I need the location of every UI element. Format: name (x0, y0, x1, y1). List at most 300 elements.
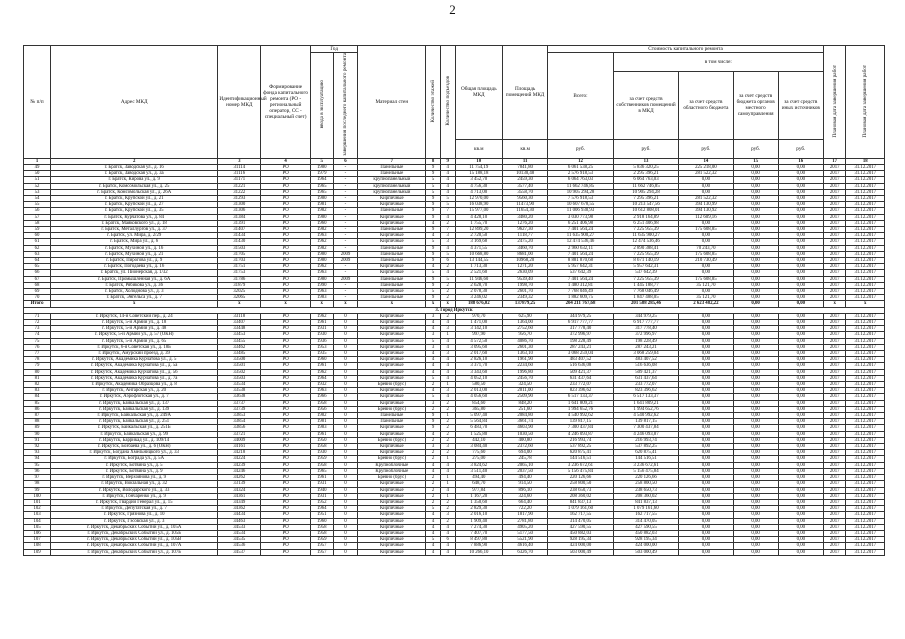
table-cell: 10 266,10 (455, 549, 502, 555)
table-cell: РО (261, 481, 311, 487)
table-cell: 4 540 992,62 (613, 413, 679, 419)
table-cell: 648,70 (455, 481, 502, 487)
table-cell: 1817,90 (503, 512, 548, 518)
table-cell: 0 (333, 351, 358, 357)
table-cell: 99 (24, 487, 51, 493)
table-cell: 1962 (310, 239, 333, 245)
table-cell: Кирпичные (358, 338, 426, 344)
table-cell: 31.12.2017 (846, 363, 885, 369)
table-cell: 0,00 (778, 233, 823, 239)
table-cell: 31.12.2017 (846, 183, 885, 189)
table-cell: 0,00 (778, 481, 823, 487)
table-cell: 2017 (823, 239, 846, 245)
table-cell: 0 (333, 530, 358, 536)
table-cell: 0,00 (679, 487, 733, 493)
table-cell: Бревно (брус) (358, 406, 426, 412)
table-cell: 6 517 133,37 (613, 394, 679, 400)
table-cell: 1951 (310, 512, 333, 518)
table-cell: 31.12.2017 (846, 264, 885, 270)
table-cell: 0,00 (778, 406, 823, 412)
table-cell: 0,00 (778, 419, 823, 425)
table-cell: Панельные (358, 171, 426, 177)
table-cell: 1930 (310, 332, 333, 338)
table-cell: 2 078,30 (455, 289, 502, 295)
table-cell: 2 017,60 (455, 351, 502, 357)
table-cell: 2372,60 (503, 444, 548, 450)
table-cell: РО (261, 344, 311, 350)
table-cell: 0,00 (679, 320, 733, 326)
table-cell: 233 772,07 (613, 382, 679, 388)
table-cell: 4 (426, 220, 441, 226)
table-cell: 2781,80 (503, 518, 548, 524)
table-cell: 31.12.2017 (846, 351, 885, 357)
table-cell: г. Иркутск, 14-й Советский пер., д. 24 (51, 313, 218, 319)
table-cell: - (333, 233, 358, 239)
table-cell: 31.12.2017 (846, 344, 885, 350)
table-cell: 3 236 672,61 (548, 462, 614, 468)
table-cell: 216 993,74 (548, 437, 614, 443)
table-cell: 4 (426, 264, 441, 270)
table-cell: 31.12.2017 (846, 499, 885, 505)
table-cell: x (51, 301, 218, 307)
table-cell: - (333, 164, 358, 170)
table-cell: 31.12.2017 (846, 313, 885, 319)
table-cell: Бревно (брус) (358, 475, 426, 481)
table-cell: 0 (333, 406, 358, 412)
table-cell: 1980 (310, 164, 333, 170)
table-cell: 31.12.2017 (846, 400, 885, 406)
table-cell: 0,00 (733, 171, 778, 177)
table-cell: 0,00 (733, 282, 778, 288)
table-cell: 0,00 (778, 487, 823, 493)
table-cell: - (333, 202, 358, 208)
table-cell: Кирпичные (358, 264, 426, 270)
table-cell: 2017 (823, 357, 846, 363)
table-cell: Панельные (358, 164, 426, 170)
table-cell: 5 (426, 394, 441, 400)
table-cell: 0,00 (733, 487, 778, 493)
table-cell: 32065 (218, 295, 261, 301)
table-cell: 34349 (218, 499, 261, 505)
table-cell: 50 (24, 171, 51, 177)
table-cell: 9 (426, 276, 441, 282)
table-cell: 2017 (823, 437, 846, 443)
table-cell: 1964 (310, 506, 333, 512)
table-cell: 6 251 406,98 (613, 220, 679, 226)
table-cell: 427 590,55 (548, 524, 614, 530)
table-cell: г. Братск, Холоднова ул., д. 3 (51, 289, 218, 295)
table-cell: 33538 (218, 388, 261, 394)
table-cell: РО (261, 444, 311, 450)
table-cell: 1957 (310, 549, 333, 555)
table-cell: 0,00 (733, 270, 778, 276)
table-cell: Кирпичные (358, 543, 426, 549)
table-cell: 2017 (823, 251, 846, 257)
table-cell: Бревно (брус) (358, 456, 426, 462)
table-cell: 33407 (218, 320, 261, 326)
table-cell: 317 778,40 (613, 326, 679, 332)
table-cell: РО (261, 413, 311, 419)
table-cell: 0,00 (733, 518, 778, 524)
table-cell: 5 (440, 276, 455, 282)
table-cell: 0,00 (679, 264, 733, 270)
table-cell: 2017 (823, 512, 846, 518)
table-cell: 0,00 (733, 257, 778, 263)
table-cell: 89 (24, 425, 51, 431)
table-cell: 4 428,10 (455, 214, 502, 220)
table-cell: x (440, 301, 455, 307)
table-cell: Кирпичные (358, 220, 426, 226)
table-cell: 2 (426, 487, 441, 493)
table-cell: 258 800,50 (613, 481, 679, 487)
header-other: за счет средств иных источников (778, 71, 823, 139)
table-cell: 0 (333, 388, 358, 394)
header-local: за счет средств бюджета органов местного самоуправления (733, 71, 778, 139)
table-cell: 1953 (310, 344, 333, 350)
table-cell: 64 (24, 257, 51, 263)
table-cell: г. Иркутск, Байкальская ул., д. 251Б (51, 425, 218, 431)
table-cell: 144 516,51 (548, 456, 614, 462)
table-cell: 0,00 (679, 499, 733, 505)
table-cell: 5 (426, 183, 441, 189)
table-cell: - (333, 295, 358, 301)
table-cell: 0 (333, 437, 358, 443)
table-cell: 0,00 (733, 295, 778, 301)
table-cell: 0,00 (778, 351, 823, 357)
table-cell: 0 (333, 487, 358, 493)
table-cell: 0,00 (679, 332, 733, 338)
table-cell: 3558,70 (503, 189, 548, 195)
table-cell: 0,00 (679, 419, 733, 425)
table-cell: 31.12.2017 (846, 543, 885, 549)
header-premises-area: Площадь помещений МКД (503, 46, 548, 140)
table-cell: 1 471,00 (455, 320, 502, 326)
table-cell: г. Иркутск, Байкальская ул., д. 137 (51, 400, 218, 406)
table-cell: 997,90 (455, 332, 502, 338)
table-cell: 33534 (218, 382, 261, 388)
table-cell: 100 (24, 493, 51, 499)
header-fund: Формирование фонда капитального ремонта (РО - региональный оператор, СС - специальный счет) (261, 46, 311, 159)
table-cell: 34224 (218, 456, 261, 462)
table-cell: 3 (440, 239, 455, 245)
table-cell: 104 (24, 518, 51, 524)
table-cell: x (310, 301, 333, 307)
table-cell: 1981 (310, 202, 333, 208)
table-cell: г. Братск, ул. Пионерская, д. 1/32 (51, 270, 218, 276)
table-cell: 0,00 (778, 195, 823, 201)
table-cell: 7 (440, 208, 455, 214)
table-cell: 1982 (310, 208, 333, 214)
table-cell: 0,00 (679, 437, 733, 443)
table-cell: 9 (426, 251, 441, 257)
table-cell: 2017 (823, 214, 846, 220)
table-cell: 66 (24, 270, 51, 276)
table-cell: 1958 (310, 462, 333, 468)
table-cell: 34362 (218, 506, 261, 512)
table-cell: 0,00 (679, 375, 733, 381)
table-cell: г. Иркутск, Баррикад ул., д. 109/14 (51, 437, 218, 443)
table-cell: 9 (426, 419, 441, 425)
table-row (24, 549, 885, 555)
table-cell: 31.12.2017 (846, 202, 885, 208)
table-cell: 0,00 (733, 543, 778, 549)
table-cell: Кирпичные (358, 499, 426, 505)
table-cell: 31751 (218, 264, 261, 270)
table-cell: 6 917 777,77 (613, 320, 679, 326)
table-cell: 6 517 133,37 (548, 394, 614, 400)
table-cell: 4 (440, 320, 455, 326)
table-cell: 1961,90 (503, 357, 548, 363)
table-cell: 7 300 437,84 (548, 425, 614, 431)
column-number: 10 (455, 158, 502, 164)
table-cell: РО (261, 363, 311, 369)
table-cell: 251,60 (503, 406, 548, 412)
table-cell: 31.12.2017 (846, 462, 885, 468)
table-cell: 0,00 (733, 444, 778, 450)
table-cell: 0 (333, 332, 358, 338)
table-cell: г. Иркутск, Байкальская ул., д. 251 (51, 419, 218, 425)
table-cell: 0,00 (733, 394, 778, 400)
table-cell: 0,00 (778, 270, 823, 276)
table-cell: РО (261, 493, 311, 499)
table-cell: 2017 (823, 189, 846, 195)
table-cell: 0,00 (778, 493, 823, 499)
table-cell: 4 (440, 530, 455, 536)
table-cell: 0,00 (733, 369, 778, 375)
table-cell: 928 195,34 (548, 537, 614, 543)
table-cell: 56 (24, 208, 51, 214)
table-cell: РО (261, 419, 311, 425)
table-cell: 0,00 (679, 444, 733, 450)
table-cell: 31.12.2017 (846, 289, 885, 295)
table-cell: 0,00 (679, 549, 733, 555)
table-cell: 8 881 870,68 (548, 257, 614, 263)
table-cell: 1959 (310, 537, 333, 543)
table-cell: 0,00 (679, 406, 733, 412)
table-cell: 9 (426, 257, 441, 263)
table-cell: РО (261, 332, 311, 338)
table-cell: 0 (333, 506, 358, 512)
table-cell: - (333, 226, 358, 232)
table-cell: 0,00 (733, 208, 778, 214)
table-cell: 314 470,05 (548, 518, 614, 524)
table-cell: 5 (426, 289, 441, 295)
table-cell: РО (261, 382, 311, 388)
table-cell: 2017 (823, 282, 846, 288)
table-cell: 0,00 (679, 351, 733, 357)
table-cell: 245,78 (503, 456, 548, 462)
table-cell: г. Иркутск, Депутатская ул., д. 7 (51, 506, 218, 512)
table-cell: Кирпичные (358, 530, 426, 536)
table-cell: 31705 (218, 251, 261, 257)
table-cell: 0 (333, 382, 358, 388)
column-number: 16 (778, 158, 823, 164)
table-cell: 34537 (218, 549, 261, 555)
table-cell: 1 079 161,60 (548, 506, 614, 512)
table-cell: 31.12.2017 (846, 506, 885, 512)
table-cell: 2509,90 (503, 394, 548, 400)
table-cell: 69 (24, 289, 51, 295)
table-cell: РО (261, 431, 311, 437)
table-cell: 31293 (218, 195, 261, 201)
table-cell: 9 (426, 208, 441, 214)
table-cell: 0,00 (778, 431, 823, 437)
table-cell: г. Иркутск, Декабрьских Событий ул., д. 107Б (51, 549, 218, 555)
table-cell: 631 437,64 (613, 375, 679, 381)
table-cell: 31.12.2017 (846, 208, 885, 214)
table-cell: 0,00 (679, 400, 733, 406)
table-cell: 34324 (218, 487, 261, 493)
header-total: Всего: (548, 53, 614, 140)
table-cell: г. Братск, Крупской ул., д. 35 (51, 208, 218, 214)
table-cell: 4 (440, 245, 455, 251)
table-cell: - (333, 208, 358, 214)
table-cell: 11 754,19 (455, 164, 502, 170)
table-cell: 1 350,60 (455, 499, 502, 505)
table-cell: 33853 (218, 413, 261, 419)
table-cell: 2 (440, 499, 455, 505)
table-cell: 144 516,51 (613, 456, 679, 462)
table-cell: 4 (426, 530, 441, 536)
table-cell: 0,00 (733, 481, 778, 487)
table-cell: 2017 (823, 208, 846, 214)
table-cell: 848,20 (503, 400, 548, 406)
table-cell: 0,00 (679, 289, 733, 295)
table-cell: 1964 (310, 177, 333, 183)
table-cell: 4 (440, 369, 455, 375)
table-cell: 63 (24, 251, 51, 257)
table-cell: 0,00 (778, 375, 823, 381)
table-cell: 139 817,15 (613, 419, 679, 425)
table-cell: 0,00 (778, 295, 823, 301)
table-cell: 4 (426, 320, 441, 326)
table-cell: 956,70 (503, 332, 548, 338)
table-cell: 2017 (823, 530, 846, 536)
table-cell: Панельные (358, 295, 426, 301)
table-cell: 2601,30 (503, 344, 548, 350)
table-cell: г. Иркутск, 5-й Армии ул., д. 18 (51, 320, 218, 326)
capital-repair-register-table (23, 45, 885, 556)
table-cell: РО (261, 369, 311, 375)
table-cell: 2017 (823, 499, 846, 505)
table-cell: 2017 (823, 493, 846, 499)
table-cell: 1979 (310, 171, 333, 177)
table-cell: Кирпичные (358, 239, 426, 245)
table-cell: 1 525,80 (455, 431, 502, 437)
table-cell: 5 (426, 189, 441, 195)
table-cell: 198 228,49 (548, 338, 614, 344)
table-cell: 31.12.2017 (846, 382, 885, 388)
table-cell: Бревно (брус) (358, 437, 426, 443)
table-cell: 0,00 (778, 512, 823, 518)
table-cell: крупнопанельный (358, 189, 426, 195)
table-cell: 3 371,70 (455, 363, 502, 369)
table-cell: г. Иркутск, 6-я Советская ул., д. 18Б (51, 344, 218, 350)
table-cell: 15 977,00 (455, 208, 502, 214)
table-cell: Крупноблочные (358, 462, 426, 468)
table-cell: 537 642,39 (613, 270, 679, 276)
table-cell: 82 (24, 382, 51, 388)
table-cell: 5 156 475,84 (613, 468, 679, 474)
table-cell: 0,00 (679, 239, 733, 245)
table-cell: 0,00 (733, 239, 778, 245)
table-cell: 1961 (310, 320, 333, 326)
table-cell: 34434 (218, 512, 261, 518)
table-cell: 0,00 (778, 413, 823, 419)
table-cell: 97 (24, 475, 51, 481)
table-cell: 0,00 (679, 394, 733, 400)
table-cell: 31391 (218, 220, 261, 226)
column-number: 4 (261, 158, 311, 164)
table-cell: 0,00 (733, 301, 778, 307)
table-cell: Панельные (358, 413, 426, 419)
table-cell: г. Иркутск, Грязнова ул., д. 10 (51, 512, 218, 518)
table-cell: 0,00 (778, 183, 823, 189)
table-cell: 0,00 (733, 375, 778, 381)
table-cell: 6 917 777,77 (548, 320, 614, 326)
table-cell: 0,00 (778, 202, 823, 208)
table-cell: 0,00 (679, 357, 733, 363)
table-cell: 31306 (218, 208, 261, 214)
table-cell: 7 401 564,24 (548, 251, 614, 257)
table-cell: 365,80 (455, 406, 502, 412)
table-cell: 31.12.2017 (846, 195, 885, 201)
table-cell: 59 (24, 226, 51, 232)
column-number: 5 (310, 158, 333, 164)
table-cell: x (358, 301, 426, 307)
table-cell: 0,00 (733, 245, 778, 251)
table-cell: г. Иркутск, Декабрьских Событий ул., д. 105В (51, 537, 218, 543)
table-cell: 0,00 (679, 369, 733, 375)
table-cell: 3 824,62 (455, 462, 502, 468)
table-cell: 2017 (823, 295, 846, 301)
table-cell: 2017 (823, 313, 846, 319)
table-cell: 67 (24, 276, 51, 282)
table-cell: РО (261, 338, 311, 344)
table-cell: 0,00 (679, 475, 733, 481)
table-cell: г. Братск, Комсомольская ул., д. 25 (51, 183, 218, 189)
table-cell: 4 (426, 462, 441, 468)
table-cell: 175 608,85 (679, 251, 733, 257)
table-cell: 0,00 (733, 276, 778, 282)
table-cell: 2 (440, 437, 455, 443)
table-cell: 4 (440, 214, 455, 220)
table-cell: - (333, 282, 358, 288)
table-cell: 1965 (310, 468, 333, 474)
table-cell: РО (261, 524, 311, 530)
table-cell: г. Иркутск, Гэсовская ул., д. 3 (51, 518, 218, 524)
column-number: 7 (358, 158, 426, 164)
table-cell: 2017 (823, 363, 846, 369)
table-cell: 7 886,90 (455, 543, 502, 549)
table-cell: 31.12.2017 (846, 444, 885, 450)
table-cell: 94 (24, 456, 51, 462)
table-cell: 11 006 938,93 (548, 208, 614, 214)
table-cell: 33737 (218, 400, 261, 406)
table-cell: 65 (24, 264, 51, 270)
table-cell: 7 576 918,53 (548, 195, 614, 201)
table-cell: РО (261, 270, 311, 276)
table-cell: 0,00 (733, 462, 778, 468)
table-cell: 0,00 (679, 431, 733, 437)
table-cell: 34246 (218, 468, 261, 474)
table-cell: 5 097,40 (455, 413, 502, 419)
table-cell: 4 (440, 487, 455, 493)
table-cell: 31.12.2017 (846, 282, 885, 288)
table-cell: 1957 (310, 543, 333, 549)
table-cell: г. Иркутск, Вокзальная ул., д. 32 (51, 481, 218, 487)
table-cell: 4 056,60 (455, 394, 502, 400)
